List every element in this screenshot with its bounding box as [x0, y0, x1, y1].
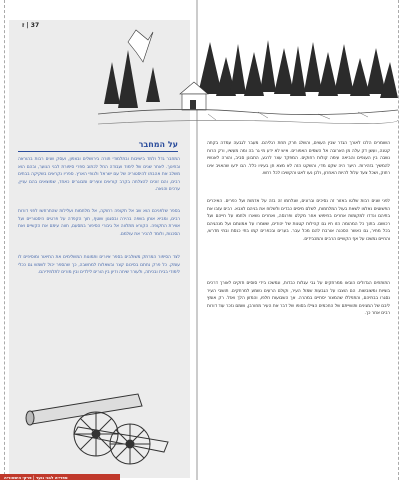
left-trim-line	[4, 0, 5, 480]
cannon-illustration	[18, 372, 188, 472]
sidebar-paragraph: המחבר גדל ולמד בישיבות ובתלמודי תורה בירושלים ובצפון, ועסק שנים רבות בהוראה ובחינוך. לאחר שנים של לימוד ועבודה החל לכתוב ספרי סיפורת לבני הנוער, ובהם הוא משלב את אהבתו להיסטוריה של עם ישראל ולנופי הארץ. ספריו נקראים בשקיקה בבתים רבים, והם זוכים להצלחה בקרב קוראים צעירים ומבוגרים כאחד, שמוצאים בהם עניין, ערכים והנאה.	[18, 157, 180, 192]
page-number: 37 | ז	[22, 22, 40, 29]
sidebar-title: על המחבר	[138, 140, 178, 149]
body-paragraph: התותחים הגדולים הובאו ממרחקים על גבי עגלות כבדות, ונמשכו בידי סוסים חזקים לאורך דרכים בוציות ומשובשות. הם הוצבו על הגבעות שמול העיר, וקולם הרעים נשמע למרחקים. תושבי העיר נסגרו בבתיהם, והתפללו שהמצור יסתיים במהרה. אך השבועות חלפו, והמזון הלך ואזל. רק אומץ ליבם של המגינים ותושייתם של החכמים הצילו בסופו של דבר את העיר מחורבן, ושמם נזכר עוד דורות רבים אחר כך.	[207, 281, 390, 317]
forest-illustration	[98, 22, 398, 134]
bottom-band-text: ספרייה לבני נוער | פרקי היסטוריה	[4, 475, 68, 480]
body-paragraph: השומרים הלכו לאורך הגדר שבין העצים, והשלג חרק תחת רגליהם. מעבר לגבעה עמדה בקתה קטנה, ועשן דק עלה מן הארובה אל השמים האפורים. איש לא ידע מי גר בה ומה מעשיו, ורק הרוח נשבה בין הענפים והביאה עימה קולות רחוקים. המפקד עצר לרגע, התבונן סביב, והורה לאנשיו להמשיך בזהירות. היער היה שקט מדי, והשקט הזה לא מצא חן בעיניו כלל. הם ידעו שהאויב אינו רחוק, ושכל צעד עלול להיות האחרון, ולכן נעו לאט והקשיבו לכל רחש.	[207, 141, 390, 177]
sidebar-paragraph: לצד הסיפור המרתק משולבים בספר איורים ותמונות המשלימים את התיאור ומוסיפים לו עומק. כל פרק נחתם בסיכום קצר ובשאלות למחשבה, כך שהספר יכול לשמש גם ככלי לימודי בבית ובכיתה, ולעורר שיחה ודיון בין הורים לילדים ובין מורים לתלמידיהם.	[18, 255, 180, 275]
sidebar-title-rule	[18, 151, 178, 152]
sidebar-paragraph: בספר שלפניכם הוא שב אל תקופה רחוקה, אל מלחמות ועלילות שהתרחשו לפני דורות רבים, ומביא אותן בשפה בהירה ובסגנון שוטף, תוך הקפדה על פרטים היסטוריים ועל אווירת התקופה. הקורא מתלווה אל גיבורי הסיפור במסעם, חווה עימם את הקשיים ואת הסכנות, ולומד להכיר את עולמם.	[18, 209, 180, 237]
body-paragraph: לפני שנים רבות שלטו באזור זה נסיכים וברונים, שנלחמו זה בזה על אדמות ועל כפרים. האיכרים הפשוטים נאלצו לשאת בעול המלחמות, לשלם מיסים כבדים ולשלוח את בניהם לצבא. רבים עזבו את בתיהם ונדדו למקומות אחרים בחיפוש אחר מקלט ופרנסה, ואחרים נשארו ולחמו על חייהם ועל רכושם. בתוך כל המהומה הזו חיו גם קהילות קטנות של יהודים, ששמרו על אמונתם ועל מנהגיהם בכל מחיר, גם כאשר הסכנה אורבת להם מכל עבר. בערים ובכפרים קמו בתי כנסת ובתי מדרש, והחיים נמשכו על אף הקשיים הרבים והמכבידים.	[207, 199, 390, 242]
right-trim-line	[398, 0, 399, 480]
